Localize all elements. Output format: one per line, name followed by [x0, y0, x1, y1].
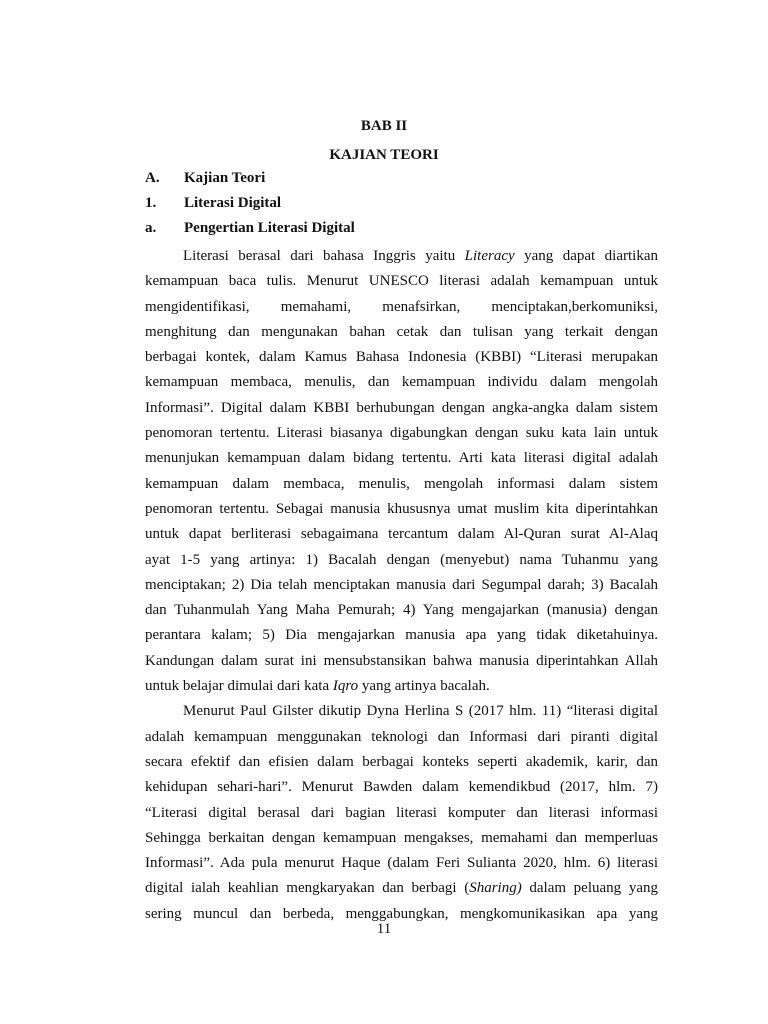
text-line: secara efektif dan efisien dalam berbagai konteks seperti akademik, karir, dan — [145, 753, 658, 770]
text-line: Literasi berasal dari bahasa Inggris yaitu Literacy yang dapat diartikan — [183, 248, 658, 264]
text-line: Kandungan dalam surat ini mensubstansikan bahwa manusia diperintahkan Allah — [145, 652, 658, 669]
text-line: penomoran tertentu. Literasi biasanya digabungkan dengan suku kata lain untuk — [145, 425, 658, 442]
text-line: kemampuan membaca, menulis, dan kemampuan individu dalam mengolah — [145, 374, 658, 391]
text-line: menunjukan kemampuan dalam bidang tertentu. Arti kata literasi digital adalah — [145, 450, 658, 467]
text-line: sering muncul dan berbeda, menggabungkan, mengkomunikasikan apa yang — [145, 905, 658, 922]
text-line: Informasi”. Ada pula menurut Haque (dalam Feri Sulianta 2020, hlm. 6) literasi — [145, 855, 658, 872]
heading-text: Kajian Teori — [184, 170, 266, 186]
heading-number: A. — [145, 170, 160, 186]
text-line: dan Tuhanmulah Yang Maha Pemurah; 4) Yang mengajarkan (manusia) dengan — [145, 602, 658, 619]
heading-text: Literasi Digital — [184, 195, 282, 211]
text-line: Sehingga berkaitan dengan kemampuan mengakses, memahami dan memperluas — [145, 829, 658, 846]
chapter-title: KAJIAN TEORI — [329, 147, 439, 163]
chapter-number: BAB II — [360, 118, 408, 134]
text-line: untuk dapat berliterasi sebagaimana tercantum dalam Al-Quran surat Al-Alaq — [145, 526, 658, 543]
text-line: digital ialah keahlian mengkaryakan dan berbagi (Sharing) dalam peluang yang — [145, 880, 658, 897]
text-line: berbagai kontek, dalam Kamus Bahasa Indonesia (KBBI) “Literasi merupakan — [145, 349, 658, 366]
text-line: menciptakan; 2) Dia telah menciptakan manusia dari Segumpal darah; 3) Bacalah — [145, 576, 658, 593]
text-line: kemampuan baca tulis. Menurut UNESCO literasi adalah kemampuan untuk — [145, 273, 658, 290]
text-line: Informasi”. Digital dalam KBBI berhubungan dengan angka-angka dalam sistem — [145, 399, 658, 416]
heading-number: 1. — [145, 195, 157, 211]
text-line: kehidupan sehari-hari”. Menurut Bawden dalam kemendikbud (2017, hlm. 7) — [145, 779, 658, 796]
text-line: penomoran tertentu. Sebagai manusia khususnya umat muslim kita diperintahkan — [145, 500, 658, 517]
text-line: Menurut Paul Gilster dikutip Dyna Herlina S (2017 hlm. 11) “literasi digital — [183, 703, 658, 720]
text-line: untuk belajar dimulai dari kata Iqro yang artinya bacalah. — [145, 678, 490, 695]
text-line: adalah kemampuan menggunakan teknologi dan Informasi dari piranti digital — [145, 728, 658, 745]
heading-number: a. — [145, 220, 157, 236]
text-line: ayat 1-5 yang artinya: 1) Bacalah dengan (menyebut) nama Tuhanmu yang — [145, 551, 658, 568]
text-line: “Literasi digital berasal dari bagian literasi komputer dan literasi informasi — [145, 804, 658, 821]
body-text — [145, 244, 658, 927]
text-line: perantara kalam; 5) Dia mengajarkan manusia apa yang tidak diketahuinya. — [145, 627, 658, 644]
text-line: kemampuan dalam membaca, menulis, mengolah informasi dalam sistem — [145, 475, 658, 492]
heading-text: Pengertian Literasi Digital — [184, 220, 355, 236]
page-number: 11 — [376, 921, 392, 937]
text-line: menghitung dan mengunakan bahan cetak dan tulisan yang terkait dengan — [145, 323, 658, 340]
text-line: mengidentifikasi, memahami, menafsirkan, menciptakan,berkomuniksi, — [145, 298, 658, 315]
